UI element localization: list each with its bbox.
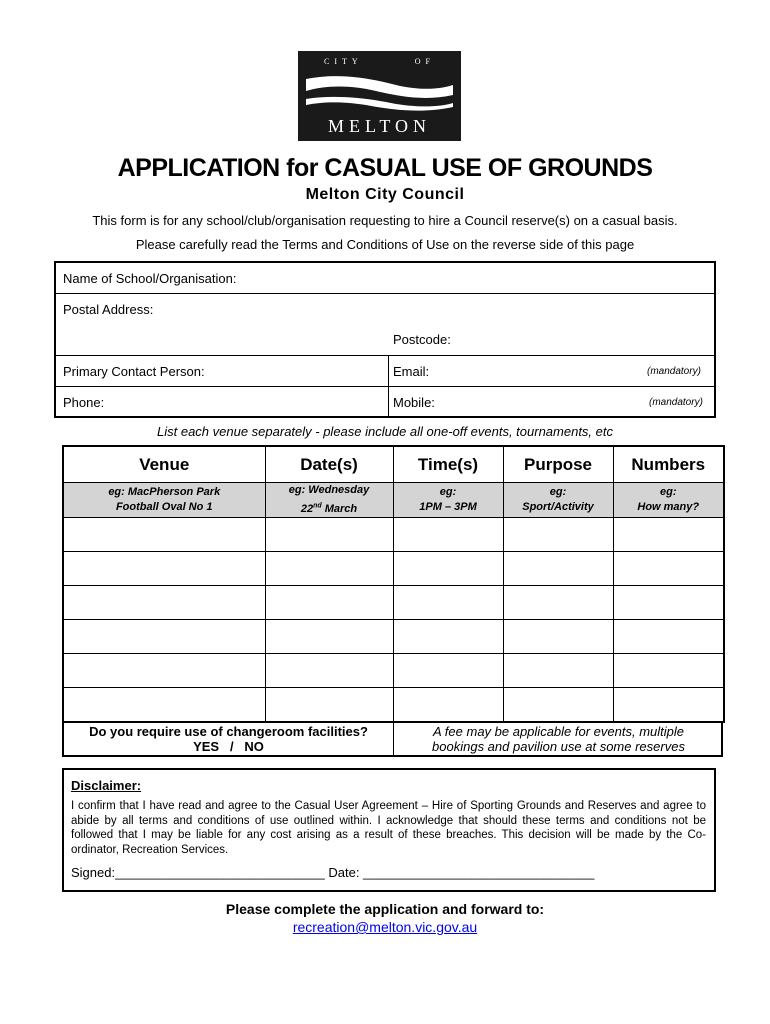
mobile-label: Mobile: [393,395,435,410]
changeroom-options[interactable]: YES / NO [193,739,264,754]
recreation-email-link[interactable]: recreation@melton.vic.gov.au [292,919,478,935]
purpose-cell[interactable] [503,619,613,653]
time-cell[interactable] [393,653,503,687]
venue-cell[interactable] [63,517,265,551]
intro-line-2: Please carefully read the Terms and Conditions of Use on the reverse side of this page [135,237,635,252]
applicant-details-box [54,261,716,418]
numbers-cell[interactable] [613,517,724,551]
mobile-mandatory-note: (mandatory) [649,397,703,408]
fee-note [394,722,723,755]
venue-instruction: List each venue separately - please include all one-off events, tournaments, etc [157,424,613,439]
postcode-label: Postcode: [393,332,451,347]
phone-label: Phone: [63,395,105,410]
header-dates: Date(s) [265,446,393,483]
org-name-label: Name of School/Organisation: [63,271,237,286]
example-purpose: eg: Sport/Activity [503,483,613,518]
example-venue: eg: MacPherson Park Football Oval No 1 [63,483,265,518]
purpose-cell[interactable] [503,551,613,585]
numbers-cell[interactable] [613,551,724,585]
logo-city-text: CITY [324,57,363,66]
council-logo [298,51,461,141]
purpose-cell[interactable] [503,653,613,687]
page-title: APPLICATION for CASUAL USE OF GROUNDS [117,154,653,182]
numbers-cell[interactable] [613,687,724,722]
contact-person-label: Primary Contact Person: [63,364,205,379]
fee-note-line-2: bookings and pavilion use at some reserves [432,739,685,754]
time-cell[interactable] [393,517,503,551]
purpose-cell[interactable] [503,585,613,619]
example-time: eg: 1PM – 3PM [393,483,503,518]
changeroom-question-cell[interactable] [64,722,394,755]
example-row [63,483,724,518]
changeroom-fee-box [62,721,723,757]
disclaimer-text: I confirm that I have read and agree to the Casual User Agreement – Hire of Sporting Grounds and Reserves and agree to abide by all terms and conditions of use outlined within. I acknowledge that should these terms and conditions not be followed that I may be liable for any cost arising as a result of these breaches. This decision will be made by the Co-ordinator, Recreation Services. [71,800,706,856]
fee-note-line-1: A fee may be applicable for events, multiple [433,724,684,739]
phone-row [56,387,714,418]
page-subtitle: Melton City Council [305,186,465,203]
time-cell[interactable] [393,687,503,722]
details-divider [388,356,389,418]
email-mandatory-note: (mandatory) [647,366,701,377]
table-row [63,687,724,722]
numbers-cell[interactable] [613,653,724,687]
venue-cell[interactable] [63,619,265,653]
intro-line-1: This form is for any school/club/organisation requesting to hire a Council reserve(s) on a casual basis. [92,213,678,228]
postal-address-label: Postal Address: [63,302,154,317]
submit-instruction: Please complete the application and forward to: [225,901,545,917]
time-cell[interactable] [393,585,503,619]
org-name-field[interactable] [56,263,714,294]
contact-row [56,356,714,387]
changeroom-question: Do you require use of changeroom facilities? [89,724,368,739]
time-cell[interactable] [393,619,503,653]
table-row [63,517,724,551]
table-row [63,585,724,619]
header-numbers: Numbers [613,446,724,483]
venue-cell[interactable] [63,585,265,619]
table-row [63,619,724,653]
time-cell[interactable] [393,551,503,585]
table-header-row [63,446,724,483]
example-date: eg: Wednesday 22nd March [265,483,393,518]
purpose-cell[interactable] [503,687,613,722]
header-times: Time(s) [393,446,503,483]
date-cell[interactable] [265,585,393,619]
venue-cell[interactable] [63,551,265,585]
logo-wave-icon [306,71,453,117]
date-cell[interactable] [265,653,393,687]
purpose-cell[interactable] [503,517,613,551]
date-cell[interactable] [265,687,393,722]
venue-cell[interactable] [63,687,265,722]
header-venue: Venue [63,446,265,483]
signature-line[interactable]: Signed:_____________________________ Date: ________________________________ [71,865,595,880]
disclaimer-heading: Disclaimer: [71,778,142,793]
header-purpose: Purpose [503,446,613,483]
postal-address-field[interactable] [56,294,714,356]
date-cell[interactable] [265,619,393,653]
numbers-cell[interactable] [613,619,724,653]
disclaimer-box [62,768,716,892]
venue-cell[interactable] [63,653,265,687]
table-row [63,653,724,687]
example-numbers: eg: How many? [613,483,724,518]
email-label: Email: [393,364,430,379]
table-row [63,551,724,585]
logo-of-text: OF [414,57,435,66]
logo-name-text: MELTON [327,116,431,136]
venue-table [62,445,725,723]
numbers-cell[interactable] [613,585,724,619]
date-cell[interactable] [265,517,393,551]
date-cell[interactable] [265,551,393,585]
